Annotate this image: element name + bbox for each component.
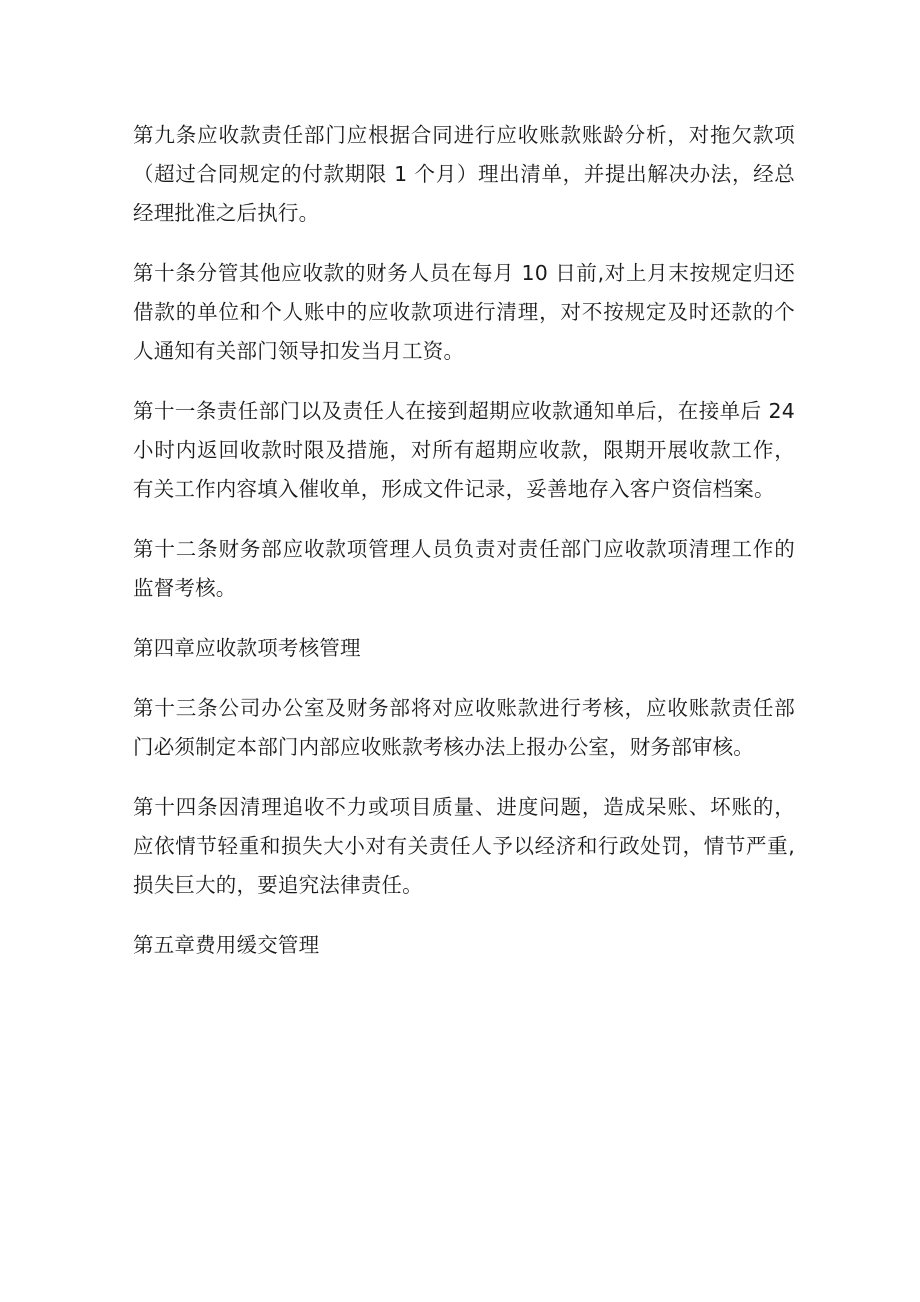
article-12-paragraph: 第十二条财务部应收款项管理人员负责对责任部门应收款项清理工作的监督考核。 (133, 537, 795, 600)
chapter-4-heading: 第四章应收款项考核管理 (133, 636, 361, 660)
article-13-paragraph: 第十三条公司办公室及财务部将对应收账款进行考核，应收账款责任部门必须制定本部门内部应收账款考核办法上报办公室，财务部审核。 (133, 696, 795, 759)
article-11-paragraph: 第十一条责任部门以及责任人在接到超期应收款通知单后，在接单后 24 小时内返回收款时限及措施，对所有超期应收款，限期开展收款工作，有关工作内容填入催收单，形成文件记录，妥善地存入客户资信档案。 (133, 399, 795, 501)
article-9-paragraph: 第九条应收款责任部门应根据合同进行应收账款账龄分析，对拖欠款项（超过合同规定的付款期限 1 个月）理出清单，并提出解决办法，经总经理批准之后执行。 (133, 123, 795, 225)
document-body (133, 116, 795, 965)
article-10-paragraph: 第十条分管其他应收款的财务人员在每月 10 日前,对上月末按规定归还借款的单位和个人账中的应收款项进行清理，对不按规定及时还款的个人通知有关部门领导扣发当月工资。 (133, 261, 795, 363)
article-14-paragraph: 第十四条因清理追收不力或项目质量、进度问题，造成呆账、坏账的，应依情节轻重和损失大小对有关责任人予以经济和行政处罚，情节严重,损失巨大的，要追究法律责任。 (133, 795, 795, 897)
chapter-5-heading: 第五章费用缓交管理 (133, 933, 320, 957)
